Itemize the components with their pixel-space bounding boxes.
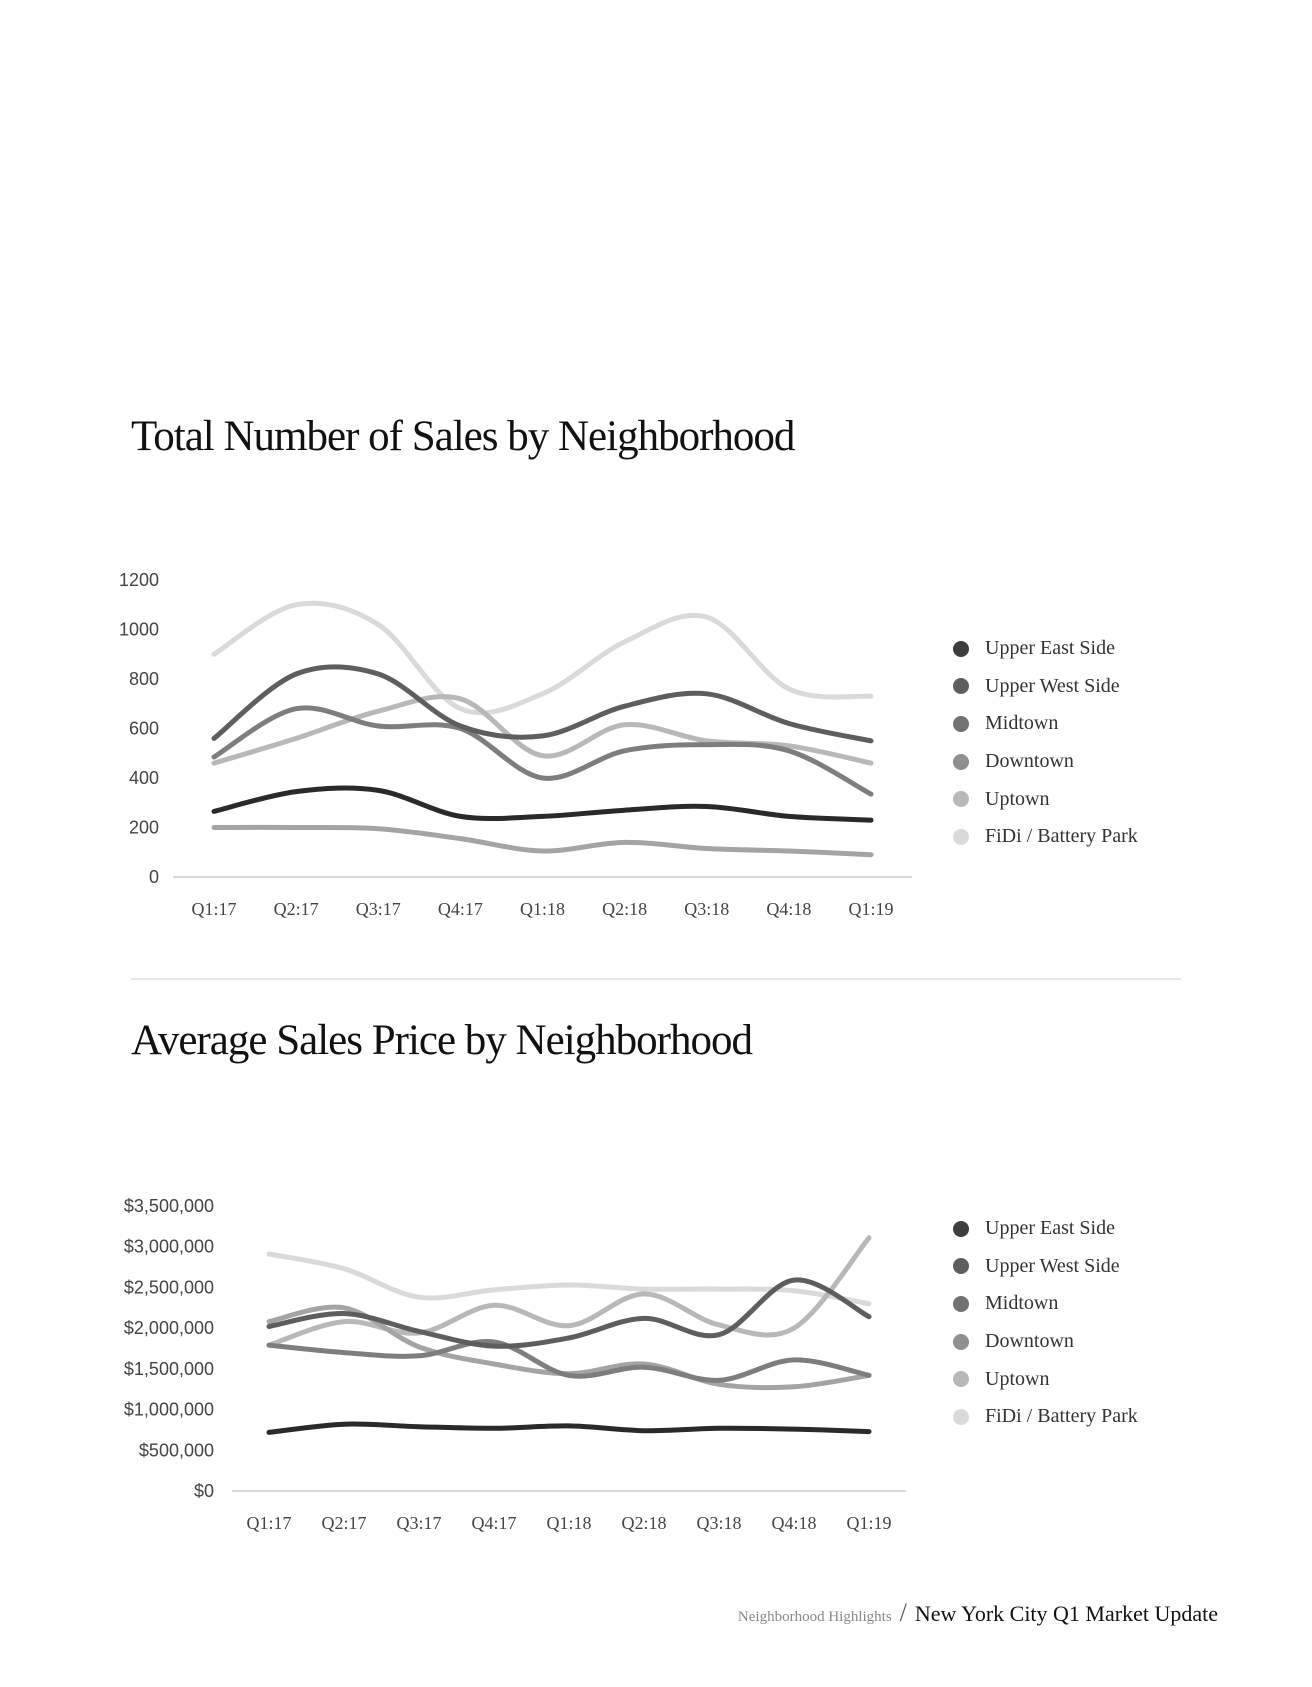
sales-price-chart-title: Average Sales Price by Neighborhood [131, 1017, 752, 1064]
x-tick-label: Q2:17 [321, 1513, 367, 1533]
series-line-midtown [214, 708, 871, 794]
sales-count-chart [0, 540, 940, 930]
x-tick-label: Q4:18 [766, 899, 812, 919]
legend-item [953, 780, 1138, 818]
x-tick-label: Q1:19 [846, 1513, 892, 1533]
legend-swatch [953, 1258, 969, 1274]
y-tick-label: $1,500,000 [123, 1358, 214, 1379]
x-tick-label: Q4:17 [471, 1513, 517, 1533]
legend-item [953, 668, 1138, 706]
y-tick-label: $500,000 [138, 1440, 214, 1461]
x-tick-label: Q2:17 [273, 899, 319, 919]
legend-swatch [953, 1334, 969, 1350]
legend-item [953, 743, 1138, 781]
x-tick-label: Q3:18 [696, 1513, 742, 1533]
series-line-upper-east-side [214, 788, 871, 820]
x-tick-label: Q2:18 [621, 1513, 667, 1533]
legend-swatch [953, 1221, 969, 1237]
y-tick-label: $2,500,000 [123, 1277, 214, 1298]
legend-item [953, 705, 1138, 743]
legend-label: Upper East Side [985, 1217, 1115, 1240]
x-tick-label: Q1:18 [520, 899, 565, 919]
x-tick-label: Q1:17 [246, 1513, 292, 1533]
sales-price-chart [0, 1180, 940, 1540]
y-tick-label: 1200 [118, 570, 159, 590]
y-tick-label: 1000 [118, 619, 159, 640]
legend-swatch [953, 641, 969, 657]
legend-item [953, 1323, 1138, 1361]
legend-swatch [953, 678, 969, 694]
legend-item [953, 818, 1138, 856]
legend-label: Midtown [985, 1292, 1059, 1315]
footer-section-name: Neighborhood Highlights [737, 1609, 892, 1625]
series-line-midtown [269, 1342, 869, 1381]
sales-price-legend [953, 1210, 1138, 1436]
x-tick-label: Q1:19 [848, 899, 894, 919]
y-tick-label: $2,000,000 [123, 1318, 214, 1339]
legend-label: Uptown [985, 787, 1050, 810]
legend-label: Midtown [985, 712, 1059, 735]
section-divider [131, 978, 1181, 980]
x-tick-label: Q3:18 [684, 899, 730, 919]
sales-count-chart-title: Total Number of Sales by Neighborhood [131, 413, 795, 460]
x-tick-label: Q4:18 [771, 1513, 817, 1533]
legend-item [953, 630, 1138, 668]
x-tick-label: Q4:17 [437, 899, 483, 919]
y-tick-label: $0 [193, 1481, 214, 1501]
legend-swatch [953, 754, 969, 770]
y-tick-label: 800 [128, 669, 159, 689]
y-tick-label: $3,500,000 [123, 1196, 214, 1216]
series-line-fidi-battery-park [214, 603, 871, 713]
legend-swatch [953, 716, 969, 732]
legend-label: Upper West Side [985, 674, 1120, 697]
legend-swatch [953, 829, 969, 845]
legend-item [953, 1285, 1138, 1323]
legend-label: Upper East Side [985, 637, 1115, 660]
legend-label: Uptown [985, 1367, 1050, 1390]
x-tick-label: Q2:18 [602, 899, 648, 919]
legend-label: FiDi / Battery Park [985, 825, 1138, 848]
legend-swatch [953, 1371, 969, 1387]
x-tick-label: Q1:17 [191, 899, 237, 919]
legend-swatch [953, 1296, 969, 1312]
y-tick-label: 400 [128, 768, 159, 788]
footer-document-title: New York City Q1 Market Update [914, 1601, 1218, 1626]
x-tick-label: Q1:18 [546, 1513, 592, 1533]
legend-item [953, 1398, 1138, 1436]
legend-item [953, 1360, 1138, 1398]
sales-count-legend [953, 630, 1138, 856]
y-tick-label: 600 [128, 718, 159, 739]
legend-swatch [953, 791, 969, 807]
footer-separator: / [899, 1598, 907, 1627]
x-tick-label: Q3:17 [396, 1513, 442, 1533]
y-tick-label: 200 [128, 817, 159, 838]
y-tick-label: $1,000,000 [123, 1399, 214, 1420]
legend-swatch [953, 1409, 969, 1425]
x-tick-label: Q3:17 [355, 899, 401, 919]
legend-label: FiDi / Battery Park [985, 1405, 1138, 1428]
y-tick-label: $3,000,000 [123, 1236, 214, 1257]
legend-item [953, 1210, 1138, 1248]
legend-label: Downtown [985, 1330, 1074, 1353]
page-footer [738, 1598, 1218, 1628]
legend-item [953, 1248, 1138, 1286]
series-line-downtown [214, 827, 871, 854]
y-tick-label: 0 [148, 867, 159, 887]
series-line-fidi-battery-park [269, 1254, 869, 1304]
legend-label: Downtown [985, 750, 1074, 773]
series-line-upper-east-side [269, 1424, 869, 1432]
legend-label: Upper West Side [985, 1254, 1120, 1277]
